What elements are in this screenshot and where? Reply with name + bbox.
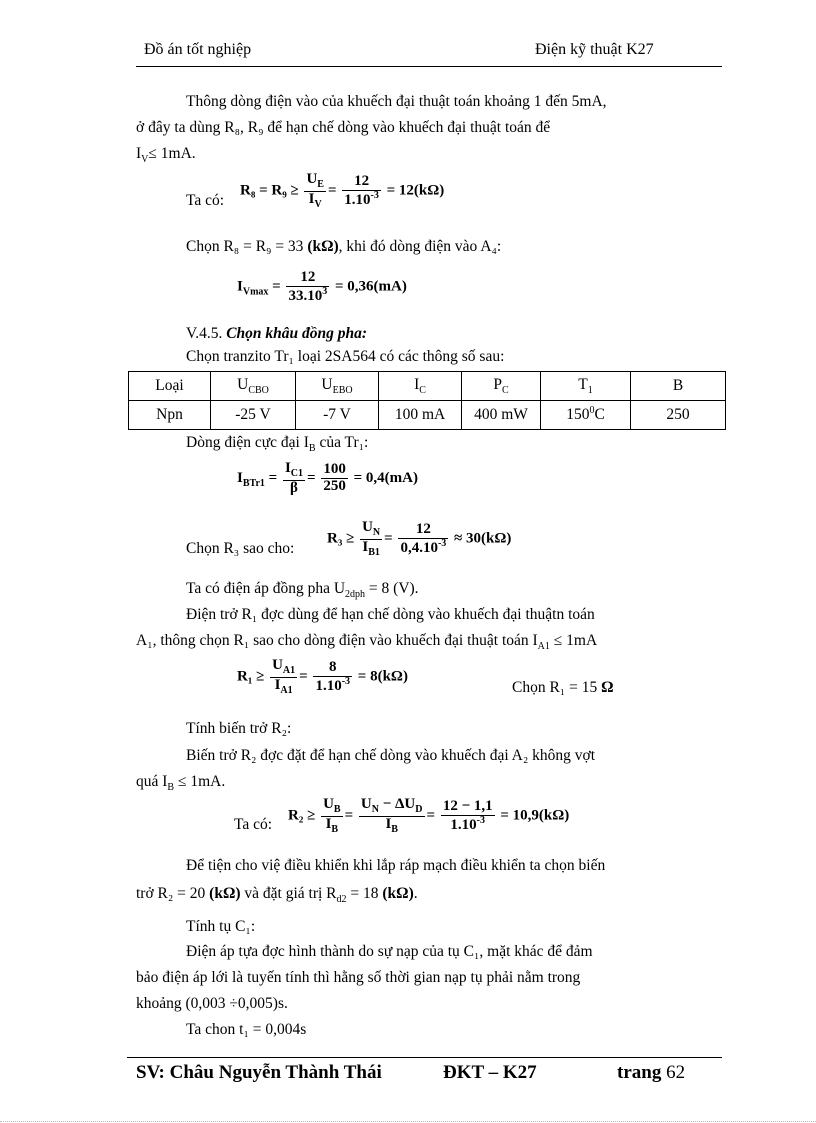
table-cell: $150^0C$ xyxy=(541,401,631,430)
footer-class: ĐKT – K27 xyxy=(443,1062,537,1083)
para3-line1: Biến trở R₂ đợc đặt để hạn chế dòng vào khuếch đại A₂ không vợt xyxy=(186,747,596,764)
footer-student: SV: Châu Nguyễn Thành Thái xyxy=(136,1062,382,1083)
table-cell: -7 V xyxy=(296,401,379,430)
chon-tranzito-line: Chọn tranzito Tr₁ loại 2SA564 có các thông số sau: xyxy=(186,348,505,365)
table-header-cell: $T_1$ xyxy=(541,372,631,401)
para2-line2: A₁, thông chọn R₁ sao cho dòng điện vào khuếch đại thuật toán $I_{A1} \le 1mA$ xyxy=(136,632,598,653)
header-left: Đồ án tốt nghiệp xyxy=(144,41,252,58)
para1-line3: $I_V\le 1mA$. xyxy=(136,145,196,166)
dong-ib-line: Dòng điện cực đại $I_B$ của Tr₁: xyxy=(186,434,369,455)
equation-r2: R₂ ≥ $\frac{U_B}{I_B}$ = $\frac{U_N - \Delta U_D}{I_B}$ = $\frac{12 - 1,1}{1.10^{-3}}$ = 10,9(kΩ) xyxy=(288,796,570,835)
tinh-r2-heading: Tính biến trở R₂: xyxy=(186,720,292,737)
equation-ibtr1: $I_{BTr1}$ = $\frac{I_{C1}}{\beta}$ = $\frac{100}{250}$ = 0,4(mA) xyxy=(237,460,418,496)
section-heading: V.4.5. Chọn khâu đồng pha: xyxy=(186,325,368,342)
eq1-label: Ta có: xyxy=(186,192,225,209)
equation-r1: R₁ ≥ $\frac{U_{A1}}{I_{A1}}$ = $\frac{8}{1.10^{-3}}$ = 8(kΩ) xyxy=(237,657,408,696)
transistor-params-table xyxy=(128,371,726,430)
page-bottom-border xyxy=(0,1121,816,1122)
para3-line2: quá $I_B \le 1mA$. xyxy=(136,773,226,794)
para4-line1: Để tiện cho việ điều khiển khi lắp ráp mạch điều khiển ta chọn biến xyxy=(186,857,606,874)
para5-line2: bảo điện áp lới là tuyến tính thì hằng số thời gian nạp tụ phải nằm trong xyxy=(136,969,581,986)
footer-rule xyxy=(127,1057,722,1058)
equation-ivmax: $I_{Vmax}$ = $\frac{12}{33.10^3}$ = 0,36(mA) xyxy=(237,269,407,304)
table-cell: -25 V xyxy=(211,401,296,430)
tinh-c1-heading: Tính tụ C₁: xyxy=(186,918,256,935)
para5-line3: khoảng (0,003 ÷0,005)s. xyxy=(136,995,288,1012)
chon-r1: Chọn R₁ = 15 Ω xyxy=(512,679,614,696)
header-right: Điện kỹ thuật K27 xyxy=(535,41,654,58)
chon-t1-line: Ta chon t₁ = 0,004s xyxy=(186,1021,307,1038)
para5-line1: Điện áp tựa đợc hình thành do sự nạp của tụ C₁, mặt khác để đảm xyxy=(186,943,593,960)
footer-page: trang 62 xyxy=(617,1062,686,1083)
table-header-row xyxy=(129,372,726,401)
para2-line1: Điện trở R₁ đợc dùng để hạn chế dòng vào khuếch đại thuậtn toán xyxy=(186,606,595,623)
header-rule xyxy=(136,66,722,67)
chon-r3-label: Chọn R₃ sao cho: xyxy=(186,540,295,557)
table-header-cell: $I_C$ xyxy=(379,372,462,401)
table-header-cell: Loại xyxy=(129,372,211,401)
para4-line2: trở R₂ = 20 (kΩ) và đặt giá trị $R_{d2} = 18$ (kΩ). xyxy=(136,885,418,906)
table-cell: 100 mA xyxy=(379,401,462,430)
table-row xyxy=(129,401,726,430)
chon-r8-line: Chọn R₈ = R₉ = 33 (kΩ), khi đó dòng điện vào A₄: xyxy=(186,238,502,255)
equation-r8: R₈ = R₉ ≥ $\frac{U_E}{I_V}$ = $\frac{12}{1.10^{-3}}$ = 12(kΩ) xyxy=(240,171,445,210)
para1-line1: Thông dòng điện vào của khuếch đại thuật toán khoảng 1 đến 5mA, xyxy=(186,93,607,110)
para1-line2: ở đây ta dùng R₈, R₉ để hạn chế dòng vào khuếch đại thuật toán để xyxy=(136,119,551,136)
table-cell: 400 mW xyxy=(462,401,541,430)
equation-r3: R₃ ≥ $\frac{U_N}{I_{B1}}$ = $\frac{12}{0,4.10^{-3}}$ ≈ 30(kΩ) xyxy=(327,519,512,558)
table-header-cell: $P_C$ xyxy=(462,372,541,401)
table-header-cell: B xyxy=(631,372,726,401)
table-cell: Npn xyxy=(129,401,211,430)
table-cell: 250 xyxy=(631,401,726,430)
eq6-label: Ta có: xyxy=(234,816,273,833)
dien-ap-dong-pha: Ta có điện áp đồng pha $U_{2dph} = 8$ (V). xyxy=(186,580,419,601)
table-header-cell: $U_{EBO}$ xyxy=(296,372,379,401)
table-header-cell: $U_{CBO}$ xyxy=(211,372,296,401)
